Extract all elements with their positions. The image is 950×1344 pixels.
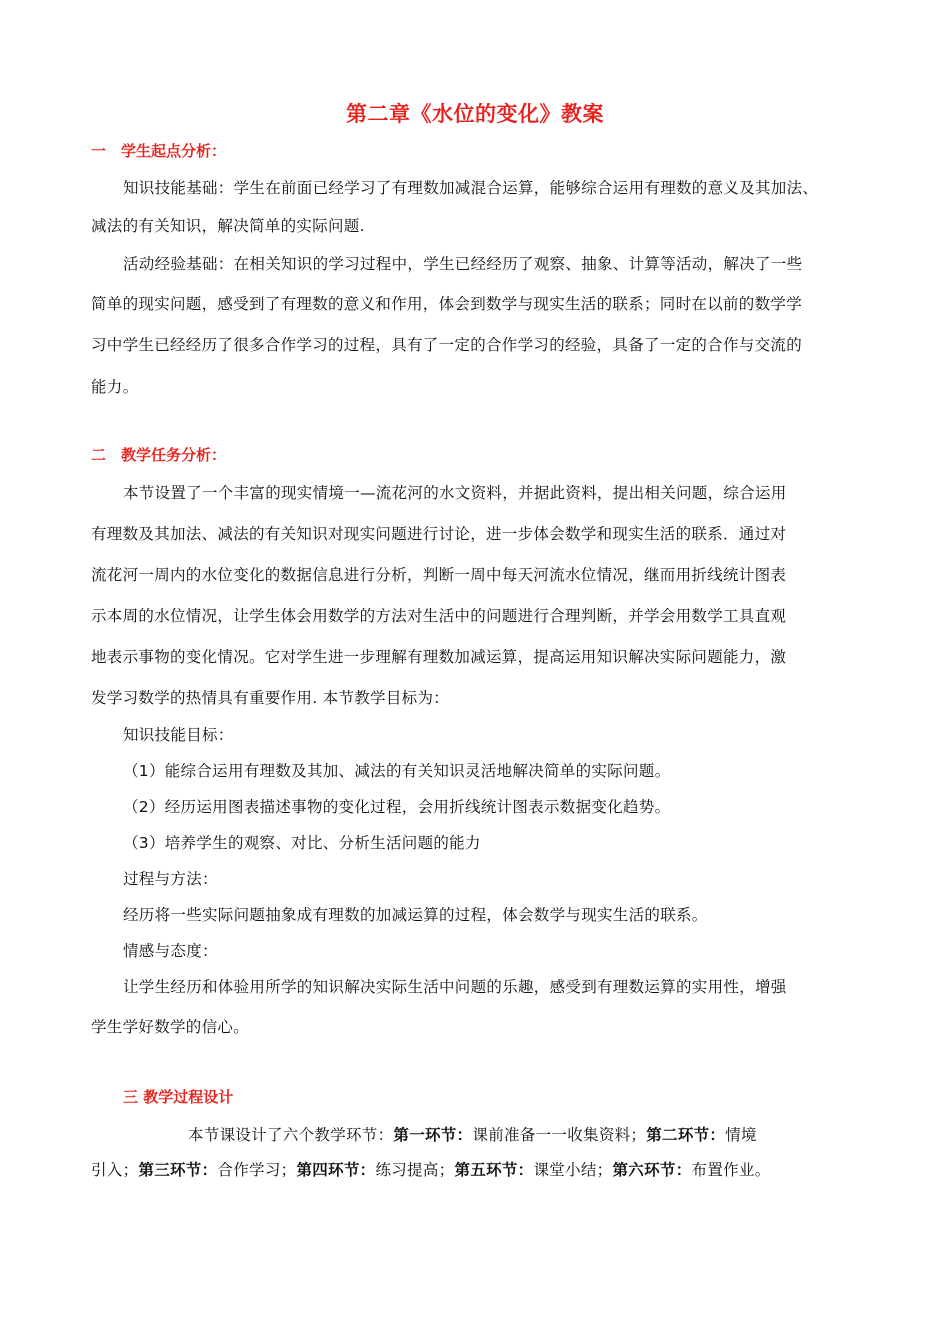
attitude-text-line: 学生学好数学的信心。 (91, 1018, 250, 1036)
paragraph-line: 流花河一周内的水位变化的数据信息进行分析，判断一周中每天河流水位情况，继而用折线统计图表 (91, 566, 787, 584)
goal-item: （3）培养学生的观察、对比、分析生活问题的能力 (123, 834, 481, 852)
stage-2-text: 情境 (725, 1126, 757, 1144)
stage-6-text: 布置作业。 (691, 1161, 771, 1179)
paragraph-line: 示本周的水位情况，让学生体会用数学的方法对生活中的问题进行合理判断，并学会用数学工具直观 (91, 607, 787, 625)
stage-6-label: 第六环节： (612, 1161, 692, 1179)
process-text: 经历将一些实际问题抽象成有理数的加减运算的过程，体会数学与现实生活的联系。 (123, 906, 708, 924)
stage-3-text: 合作学习； (217, 1161, 297, 1179)
stage-2-label: 第二环节： (646, 1126, 726, 1144)
stage-5-label: 第五环节： (454, 1161, 534, 1179)
attitude-text-line: 让学生经历和体验用所学的知识解决实际生活中问题的乐趣，感受到有理数运算的实用性，增强 (123, 978, 787, 996)
process-design-line-2 (91, 1158, 771, 1180)
goal-item: （2）经历运用图表描述事物的变化过程，会用折线统计图表示数据变化趋势。 (123, 798, 671, 816)
stage-2-text-cont: 引入； (91, 1161, 139, 1179)
process-intro: 本节课设计了六个教学环节： (188, 1126, 394, 1144)
stage-5-text: 课堂小结； (533, 1161, 613, 1179)
section-heading-task-analysis: 二 教学任务分析： (91, 446, 227, 464)
stage-4-text: 练习提高； (375, 1161, 455, 1179)
goal-item: （1）能综合运用有理数及其加、减法的有关知识灵活地解决简单的实际问题。 (123, 762, 671, 780)
attitude-label: 情感与态度： (123, 942, 218, 960)
section-heading-student-analysis: 一 学生起点分析： (91, 142, 227, 160)
paragraph-line: 减法的有关知识，解决简单的实际问题. (91, 217, 365, 235)
paragraph-line: 有理数及其加法、减法的有关知识对现实问题进行讨论，进一步体会数学和现实生活的联系．通过对 (91, 525, 787, 543)
section-heading-process-design: 三 教学过程设计 (123, 1088, 234, 1106)
paragraph-line: 简单的现实问题，感受到了有理数的意义和作用，体会到数学与现实生活的联系；同时在以前的数学学 (91, 295, 803, 313)
paragraph-line: 能力。 (91, 378, 139, 396)
document-title: 第二章《水位的变化》教案 (346, 102, 604, 126)
process-design-line-1 (188, 1123, 757, 1145)
stage-1-label: 第一环节： (393, 1126, 473, 1144)
stage-1-text: 课前准备一一收集资料； (472, 1126, 647, 1144)
paragraph-line: 发学习数学的热情具有重要作用. 本节教学目标为： (91, 689, 450, 707)
process-label: 过程与方法： (123, 870, 218, 888)
stage-4-label: 第四环节： (296, 1161, 376, 1179)
stage-3-label: 第三环节： (138, 1161, 218, 1179)
goals-label: 知识技能目标： (123, 726, 234, 744)
paragraph-line: 本节设置了一个丰富的现实情境一—流花河的水文资料，并据此资料，提出相关问题，综合运用 (123, 484, 787, 502)
paragraph-line: 知识技能基础：学生在前面已经学习了有理数加减混合运算，能够综合运用有理数的意义及其加法、 (123, 179, 819, 197)
paragraph-line: 习中学生已经经历了很多合作学习的过程，具有了一定的合作学习的经验，具备了一定的合作与交流的 (91, 336, 803, 354)
paragraph-line: 地表示事物的变化情况。它对学生进一步理解有理数加减运算，提高运用知识解决实际问题能力，激 (91, 648, 787, 666)
paragraph-line: 活动经验基础：在相关知识的学习过程中，学生已经经历了观察、抽象、计算等活动，解决了一些 (123, 255, 803, 273)
